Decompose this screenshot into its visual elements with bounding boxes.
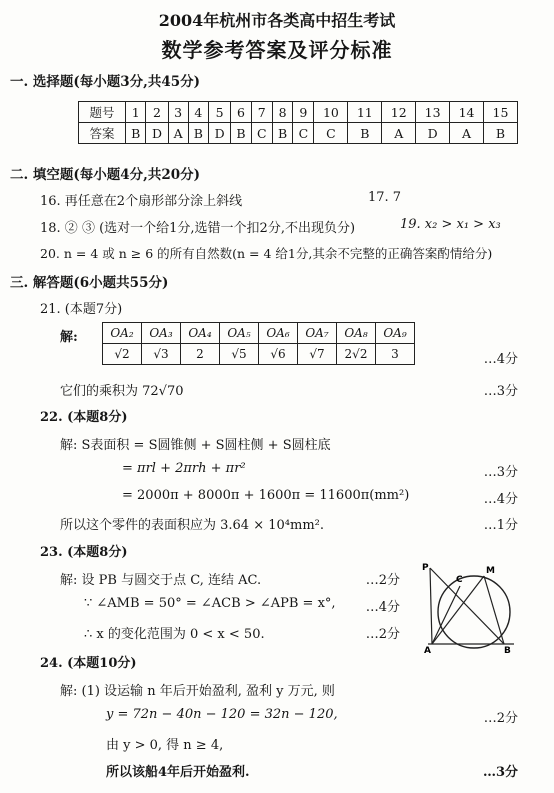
table-cell: D [209, 123, 231, 144]
table-cell: OA₇ [298, 323, 337, 344]
table-cell: √2 [103, 344, 142, 365]
table-cell: 2√2 [337, 344, 376, 365]
q23-line-1: 解: 设 PB 与圆交于点 C, 连结 AC. [60, 573, 262, 588]
q22-points-4: …1分 [483, 518, 518, 533]
table-cell: OA₈ [337, 323, 376, 344]
table-cell: OA₉ [376, 323, 415, 344]
q23-points-3: …2分 [365, 627, 400, 642]
table-cell: 9 [293, 102, 314, 123]
row-label-number: 题号 [79, 102, 126, 123]
answer-q17: 17. 7 [368, 190, 402, 205]
section-multiple-choice-heading: 一. 选择题(每小题3分,共45分) [10, 74, 201, 90]
q24-points-4: …3分 [482, 765, 518, 780]
table-cell: B [348, 123, 382, 144]
point-label-m: M [486, 566, 495, 576]
table-cell: 1 [126, 102, 146, 123]
q23-line-2: ∵ ∠AMB = 50° = ∠ACB > ∠APB = x°, [84, 596, 336, 611]
q24-line-2: y = 72n − 40n − 120 = 32n − 120, [106, 707, 338, 722]
table-cell: √6 [259, 344, 298, 365]
table-cell: OA₆ [259, 323, 298, 344]
q21-points-2: …3分 [483, 384, 518, 399]
table-cell: OA₂ [103, 323, 142, 344]
point-label-c: C [456, 575, 463, 585]
answer-q19: 19. x₂ > x₁ > x₃ [400, 217, 501, 232]
q23-points-1: …2分 [365, 573, 400, 588]
answer-q20: 20. n = 4 或 n ≥ 6 的所有自然数(n = 4 给1分,其余不完整的正确答案酌情给分) [40, 246, 493, 261]
oa-table [102, 322, 415, 365]
q22-line-3: = 2000π + 8000π + 1600π = 11600π(mm²) [122, 488, 410, 503]
q22-line-2: = πrl + 2πrh + πr² [122, 461, 246, 476]
table-cell: B [483, 123, 517, 144]
q23-points-2: …4分 [365, 600, 400, 615]
table-cell: 3 [168, 102, 188, 123]
table-cell: 6 [231, 102, 251, 123]
q22-points-3: …4分 [483, 492, 518, 507]
table-cell: 8 [272, 102, 292, 123]
table-cell: B [231, 123, 251, 144]
q21-solution-label: 解: [60, 330, 78, 345]
table-cell: 14 [450, 102, 484, 123]
table-row [79, 102, 518, 123]
point-label-p: P [422, 563, 429, 573]
circle-geometry-diagram [420, 560, 516, 654]
table-cell: C [314, 123, 348, 144]
table-row [79, 123, 518, 144]
table-cell: D [416, 123, 450, 144]
answer-table [78, 101, 518, 144]
table-row [103, 344, 415, 365]
table-cell: √7 [298, 344, 337, 365]
table-cell: OA₃ [142, 323, 181, 344]
q23-line-3: ∴ x 的变化范围为 0 < x < 50. [84, 627, 265, 642]
answer-q18: 18. ② ③ (选对一个给1分,选错一个扣2分,不出现负分) [40, 221, 356, 236]
table-cell: 10 [314, 102, 348, 123]
table-cell: OA₅ [220, 323, 259, 344]
q21-title: 21. (本题7分) [40, 302, 123, 317]
table-cell: √3 [142, 344, 181, 365]
q22-points-2: …3分 [483, 465, 518, 480]
q24-title: 24. (本题10分) [40, 656, 137, 671]
q22-title: 22. (本题8分) [40, 410, 128, 425]
table-cell: 4 [188, 102, 208, 123]
point-label-a: A [424, 646, 431, 654]
table-cell: 3 [376, 344, 415, 365]
section-solutions-heading: 三. 解答题(6小题共55分) [10, 275, 169, 291]
table-cell: D [146, 123, 168, 144]
q23-title: 23. (本题8分) [40, 545, 128, 560]
table-cell: B [272, 123, 292, 144]
table-cell: A [168, 123, 188, 144]
table-cell: 12 [382, 102, 416, 123]
row-label-answer: 答案 [79, 123, 126, 144]
table-cell: 13 [416, 102, 450, 123]
q24-line-4: 所以该船4年后开始盈利. [106, 765, 250, 780]
table-cell: 7 [251, 102, 272, 123]
exam-title: 2004年杭州市各类高中招生考试 [158, 11, 396, 30]
table-cell: C [251, 123, 272, 144]
section-fill-blank-heading: 二. 填空题(每小题4分,共20分) [10, 167, 201, 183]
table-cell: 15 [483, 102, 517, 123]
q24-line-1: 解: (1) 设运输 n 年后开始盈利, 盈利 y 万元, 则 [60, 684, 335, 699]
table-cell: A [382, 123, 416, 144]
page-title: 数学参考答案及评分标准 [161, 38, 393, 62]
table-cell: OA₄ [181, 323, 220, 344]
table-cell: 11 [348, 102, 382, 123]
q24-line-3: 由 y > 0, 得 n ≥ 4, [106, 738, 224, 753]
q24-points-2: …2分 [483, 711, 518, 726]
q21-points-1: …4分 [483, 352, 518, 367]
table-cell: B [126, 123, 146, 144]
q21-product: 它们的乘积为 72√70 [60, 384, 184, 399]
table-cell: 2 [146, 102, 168, 123]
table-row [103, 323, 415, 344]
q22-line-1: 解: S表面积 = S圆锥侧 + S圆柱侧 + S圆柱底 [60, 438, 331, 453]
table-cell: B [188, 123, 208, 144]
q22-line-4: 所以这个零件的表面积应为 3.64 × 10⁴mm². [60, 518, 324, 533]
table-cell: √5 [220, 344, 259, 365]
table-cell: 5 [209, 102, 231, 123]
point-label-b: B [504, 646, 511, 654]
answer-q16: 16. 再任意在2个扇形部分涂上斜线 [40, 194, 243, 209]
table-cell: C [293, 123, 314, 144]
table-cell: A [450, 123, 484, 144]
table-cell: 2 [181, 344, 220, 365]
